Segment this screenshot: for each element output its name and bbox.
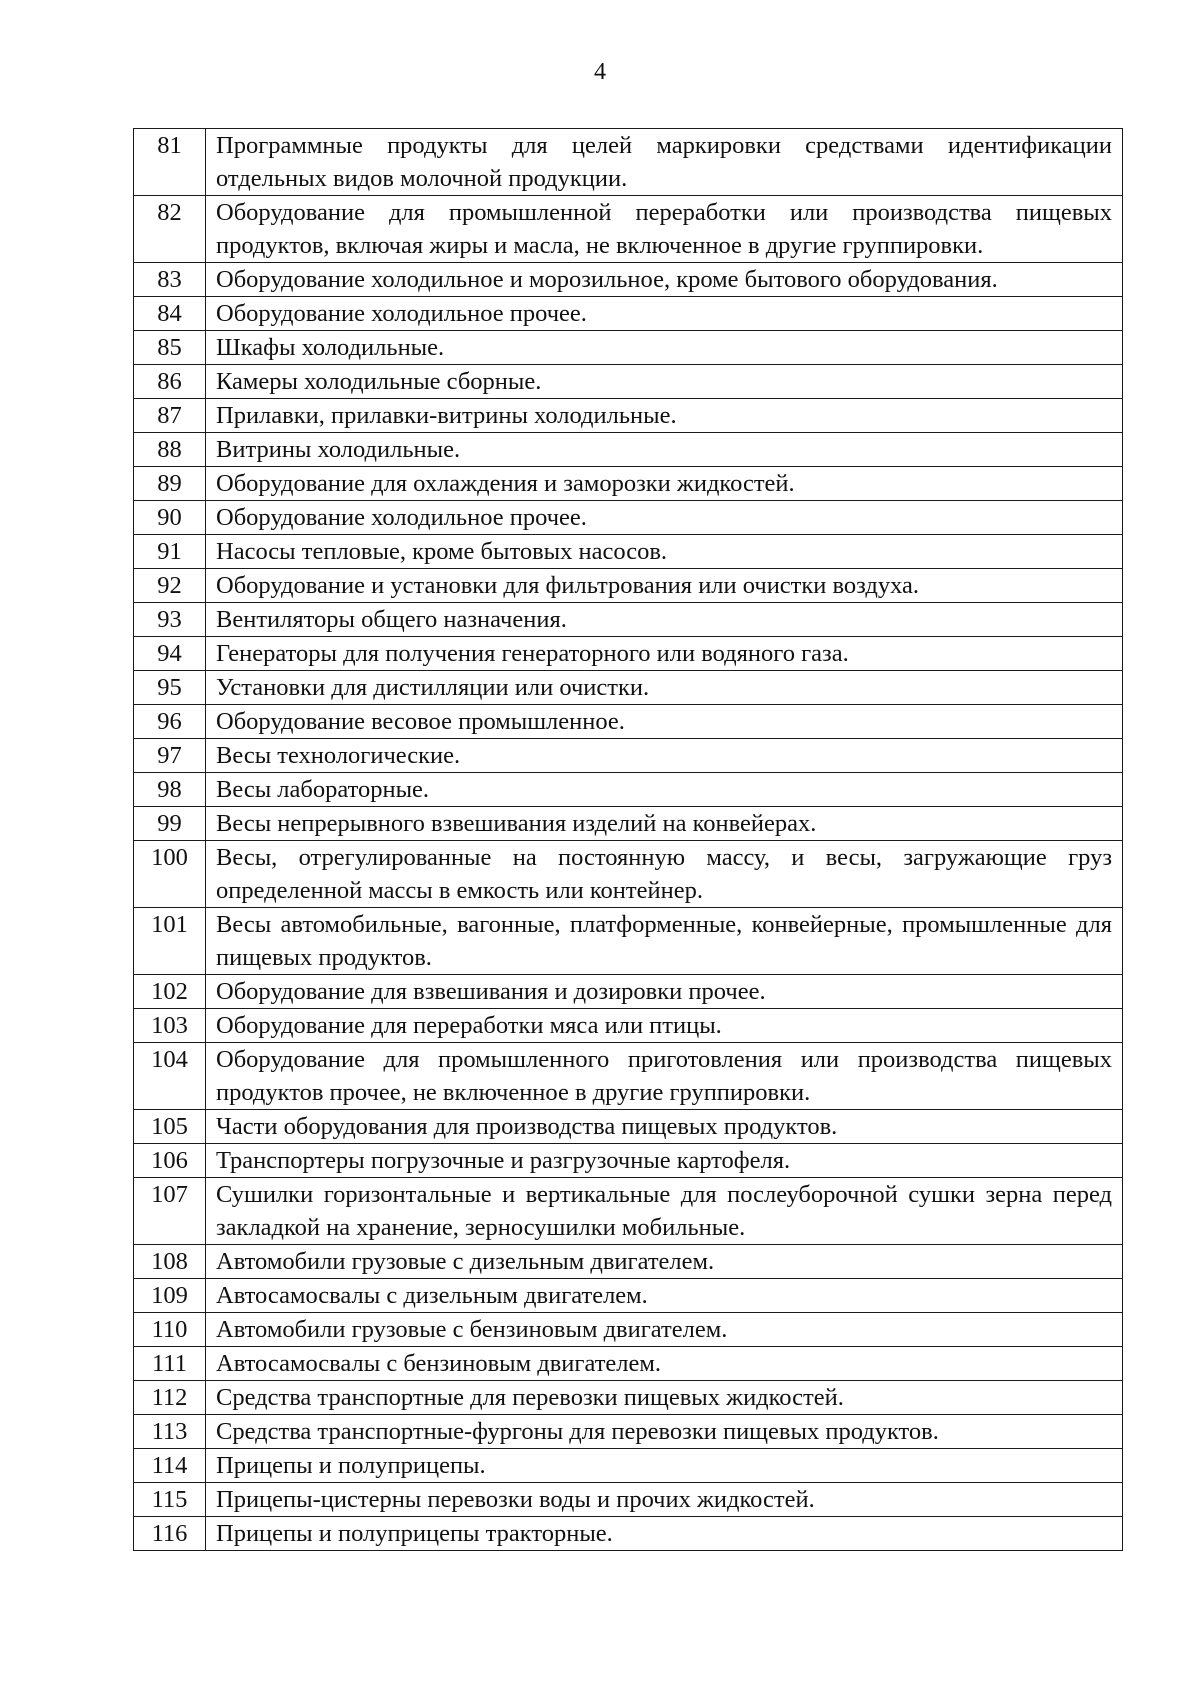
row-description: Оборудование для переработки мяса или птицы.	[206, 1009, 1123, 1043]
table-row	[134, 705, 1123, 739]
row-description: Средства транспортные для перевозки пищевых жидкостей.	[206, 1381, 1123, 1415]
table-row	[134, 841, 1123, 908]
row-description: Генераторы для получения генераторного или водяного газа.	[206, 637, 1123, 671]
row-number: 91	[134, 535, 206, 569]
row-description: Транспортеры погрузочные и разгрузочные картофеля.	[206, 1144, 1123, 1178]
row-description: Сушилки горизонтальные и вертикальные для послеуборочной сушки зерна перед закладкой на хранение, зерносушилки мобильные.	[206, 1178, 1123, 1245]
table-row	[134, 807, 1123, 841]
row-number: 94	[134, 637, 206, 671]
equipment-table-body	[134, 129, 1123, 1551]
row-number: 105	[134, 1110, 206, 1144]
row-number: 85	[134, 331, 206, 365]
row-description: Прицепы и полуприцепы.	[206, 1449, 1123, 1483]
row-number: 97	[134, 739, 206, 773]
table-row	[134, 1517, 1123, 1551]
table-row	[134, 501, 1123, 535]
table-row	[134, 739, 1123, 773]
table-row	[134, 535, 1123, 569]
row-number: 116	[134, 1517, 206, 1551]
row-description: Оборудование весовое промышленное.	[206, 705, 1123, 739]
table-row	[134, 569, 1123, 603]
row-number: 111	[134, 1347, 206, 1381]
row-description: Части оборудования для производства пищевых продуктов.	[206, 1110, 1123, 1144]
row-number: 101	[134, 908, 206, 975]
row-number: 102	[134, 975, 206, 1009]
row-description: Прицепы и полуприцепы тракторные.	[206, 1517, 1123, 1551]
row-number: 115	[134, 1483, 206, 1517]
row-description: Автомобили грузовые с дизельным двигателем.	[206, 1245, 1123, 1279]
row-number: 93	[134, 603, 206, 637]
row-description: Вентиляторы общего назначения.	[206, 603, 1123, 637]
page-number: 4	[594, 59, 606, 85]
table-row	[134, 399, 1123, 433]
row-description: Программные продукты для целей маркировки средствами идентификации отдельных видов молочной продукции.	[206, 129, 1123, 196]
row-number: 90	[134, 501, 206, 535]
row-description: Камеры холодильные сборные.	[206, 365, 1123, 399]
table-row	[134, 1043, 1123, 1110]
table-row	[134, 1279, 1123, 1313]
row-description: Весы непрерывного взвешивания изделий на конвейерах.	[206, 807, 1123, 841]
table-row	[134, 331, 1123, 365]
table-row	[134, 603, 1123, 637]
row-description: Весы технологические.	[206, 739, 1123, 773]
row-description: Оборудование холодильное прочее.	[206, 297, 1123, 331]
table-row	[134, 1009, 1123, 1043]
table-row	[134, 1178, 1123, 1245]
table-row	[134, 975, 1123, 1009]
row-number: 112	[134, 1381, 206, 1415]
table-row	[134, 908, 1123, 975]
row-number: 108	[134, 1245, 206, 1279]
table-row	[134, 773, 1123, 807]
row-description: Оборудование для промышленного приготовления или производства пищевых продуктов прочее, не включенное в другие группировки.	[206, 1043, 1123, 1110]
row-description: Автосамосвалы с дизельным двигателем.	[206, 1279, 1123, 1313]
table-row	[134, 433, 1123, 467]
row-number: 89	[134, 467, 206, 501]
table-row	[134, 1245, 1123, 1279]
row-number: 99	[134, 807, 206, 841]
row-number: 100	[134, 841, 206, 908]
equipment-table-container	[133, 128, 1123, 1551]
table-row	[134, 129, 1123, 196]
row-number: 86	[134, 365, 206, 399]
table-row	[134, 1144, 1123, 1178]
table-row	[134, 1347, 1123, 1381]
row-number: 110	[134, 1313, 206, 1347]
row-number: 107	[134, 1178, 206, 1245]
row-description: Весы лабораторные.	[206, 773, 1123, 807]
row-description: Оборудование для охлаждения и заморозки жидкостей.	[206, 467, 1123, 501]
row-number: 103	[134, 1009, 206, 1043]
row-description: Насосы тепловые, кроме бытовых насосов.	[206, 535, 1123, 569]
row-number: 106	[134, 1144, 206, 1178]
row-number: 98	[134, 773, 206, 807]
row-number: 84	[134, 297, 206, 331]
row-description: Оборудование для промышленной переработки или производства пищевых продуктов, включая жиры и масла, не включенное в другие группировки.	[206, 196, 1123, 263]
row-description: Оборудование и установки для фильтрования или очистки воздуха.	[206, 569, 1123, 603]
table-row	[134, 297, 1123, 331]
row-description: Оборудование холодильное и морозильное, кроме бытового оборудования.	[206, 263, 1123, 297]
row-number: 113	[134, 1415, 206, 1449]
row-description: Весы автомобильные, вагонные, платформенные, конвейерные, промышленные для пищевых продуктов.	[206, 908, 1123, 975]
row-number: 82	[134, 196, 206, 263]
row-number: 95	[134, 671, 206, 705]
row-description: Оборудование для взвешивания и дозировки прочее.	[206, 975, 1123, 1009]
row-description: Прицепы-цистерны перевозки воды и прочих жидкостей.	[206, 1483, 1123, 1517]
row-number: 88	[134, 433, 206, 467]
row-description: Автомобили грузовые с бензиновым двигателем.	[206, 1313, 1123, 1347]
row-number: 109	[134, 1279, 206, 1313]
equipment-table	[133, 128, 1123, 1551]
table-row	[134, 1110, 1123, 1144]
row-description: Установки для дистилляции или очистки.	[206, 671, 1123, 705]
table-row	[134, 1313, 1123, 1347]
row-description: Средства транспортные-фургоны для перевозки пищевых продуктов.	[206, 1415, 1123, 1449]
row-description: Оборудование холодильное прочее.	[206, 501, 1123, 535]
row-number: 83	[134, 263, 206, 297]
table-row	[134, 671, 1123, 705]
row-description: Витрины холодильные.	[206, 433, 1123, 467]
table-row	[134, 1483, 1123, 1517]
row-description: Прилавки, прилавки-витрины холодильные.	[206, 399, 1123, 433]
table-row	[134, 196, 1123, 263]
table-row	[134, 1381, 1123, 1415]
row-number: 114	[134, 1449, 206, 1483]
table-row	[134, 263, 1123, 297]
row-number: 96	[134, 705, 206, 739]
row-description: Шкафы холодильные.	[206, 331, 1123, 365]
table-row	[134, 1415, 1123, 1449]
row-description: Весы, отрегулированные на постоянную массу, и весы, загружающие груз определенной массы в емкость или контейнер.	[206, 841, 1123, 908]
table-row	[134, 467, 1123, 501]
row-number: 81	[134, 129, 206, 196]
table-row	[134, 1449, 1123, 1483]
row-number: 87	[134, 399, 206, 433]
row-number: 92	[134, 569, 206, 603]
table-row	[134, 637, 1123, 671]
row-description: Автосамосвалы с бензиновым двигателем.	[206, 1347, 1123, 1381]
row-number: 104	[134, 1043, 206, 1110]
table-row	[134, 365, 1123, 399]
